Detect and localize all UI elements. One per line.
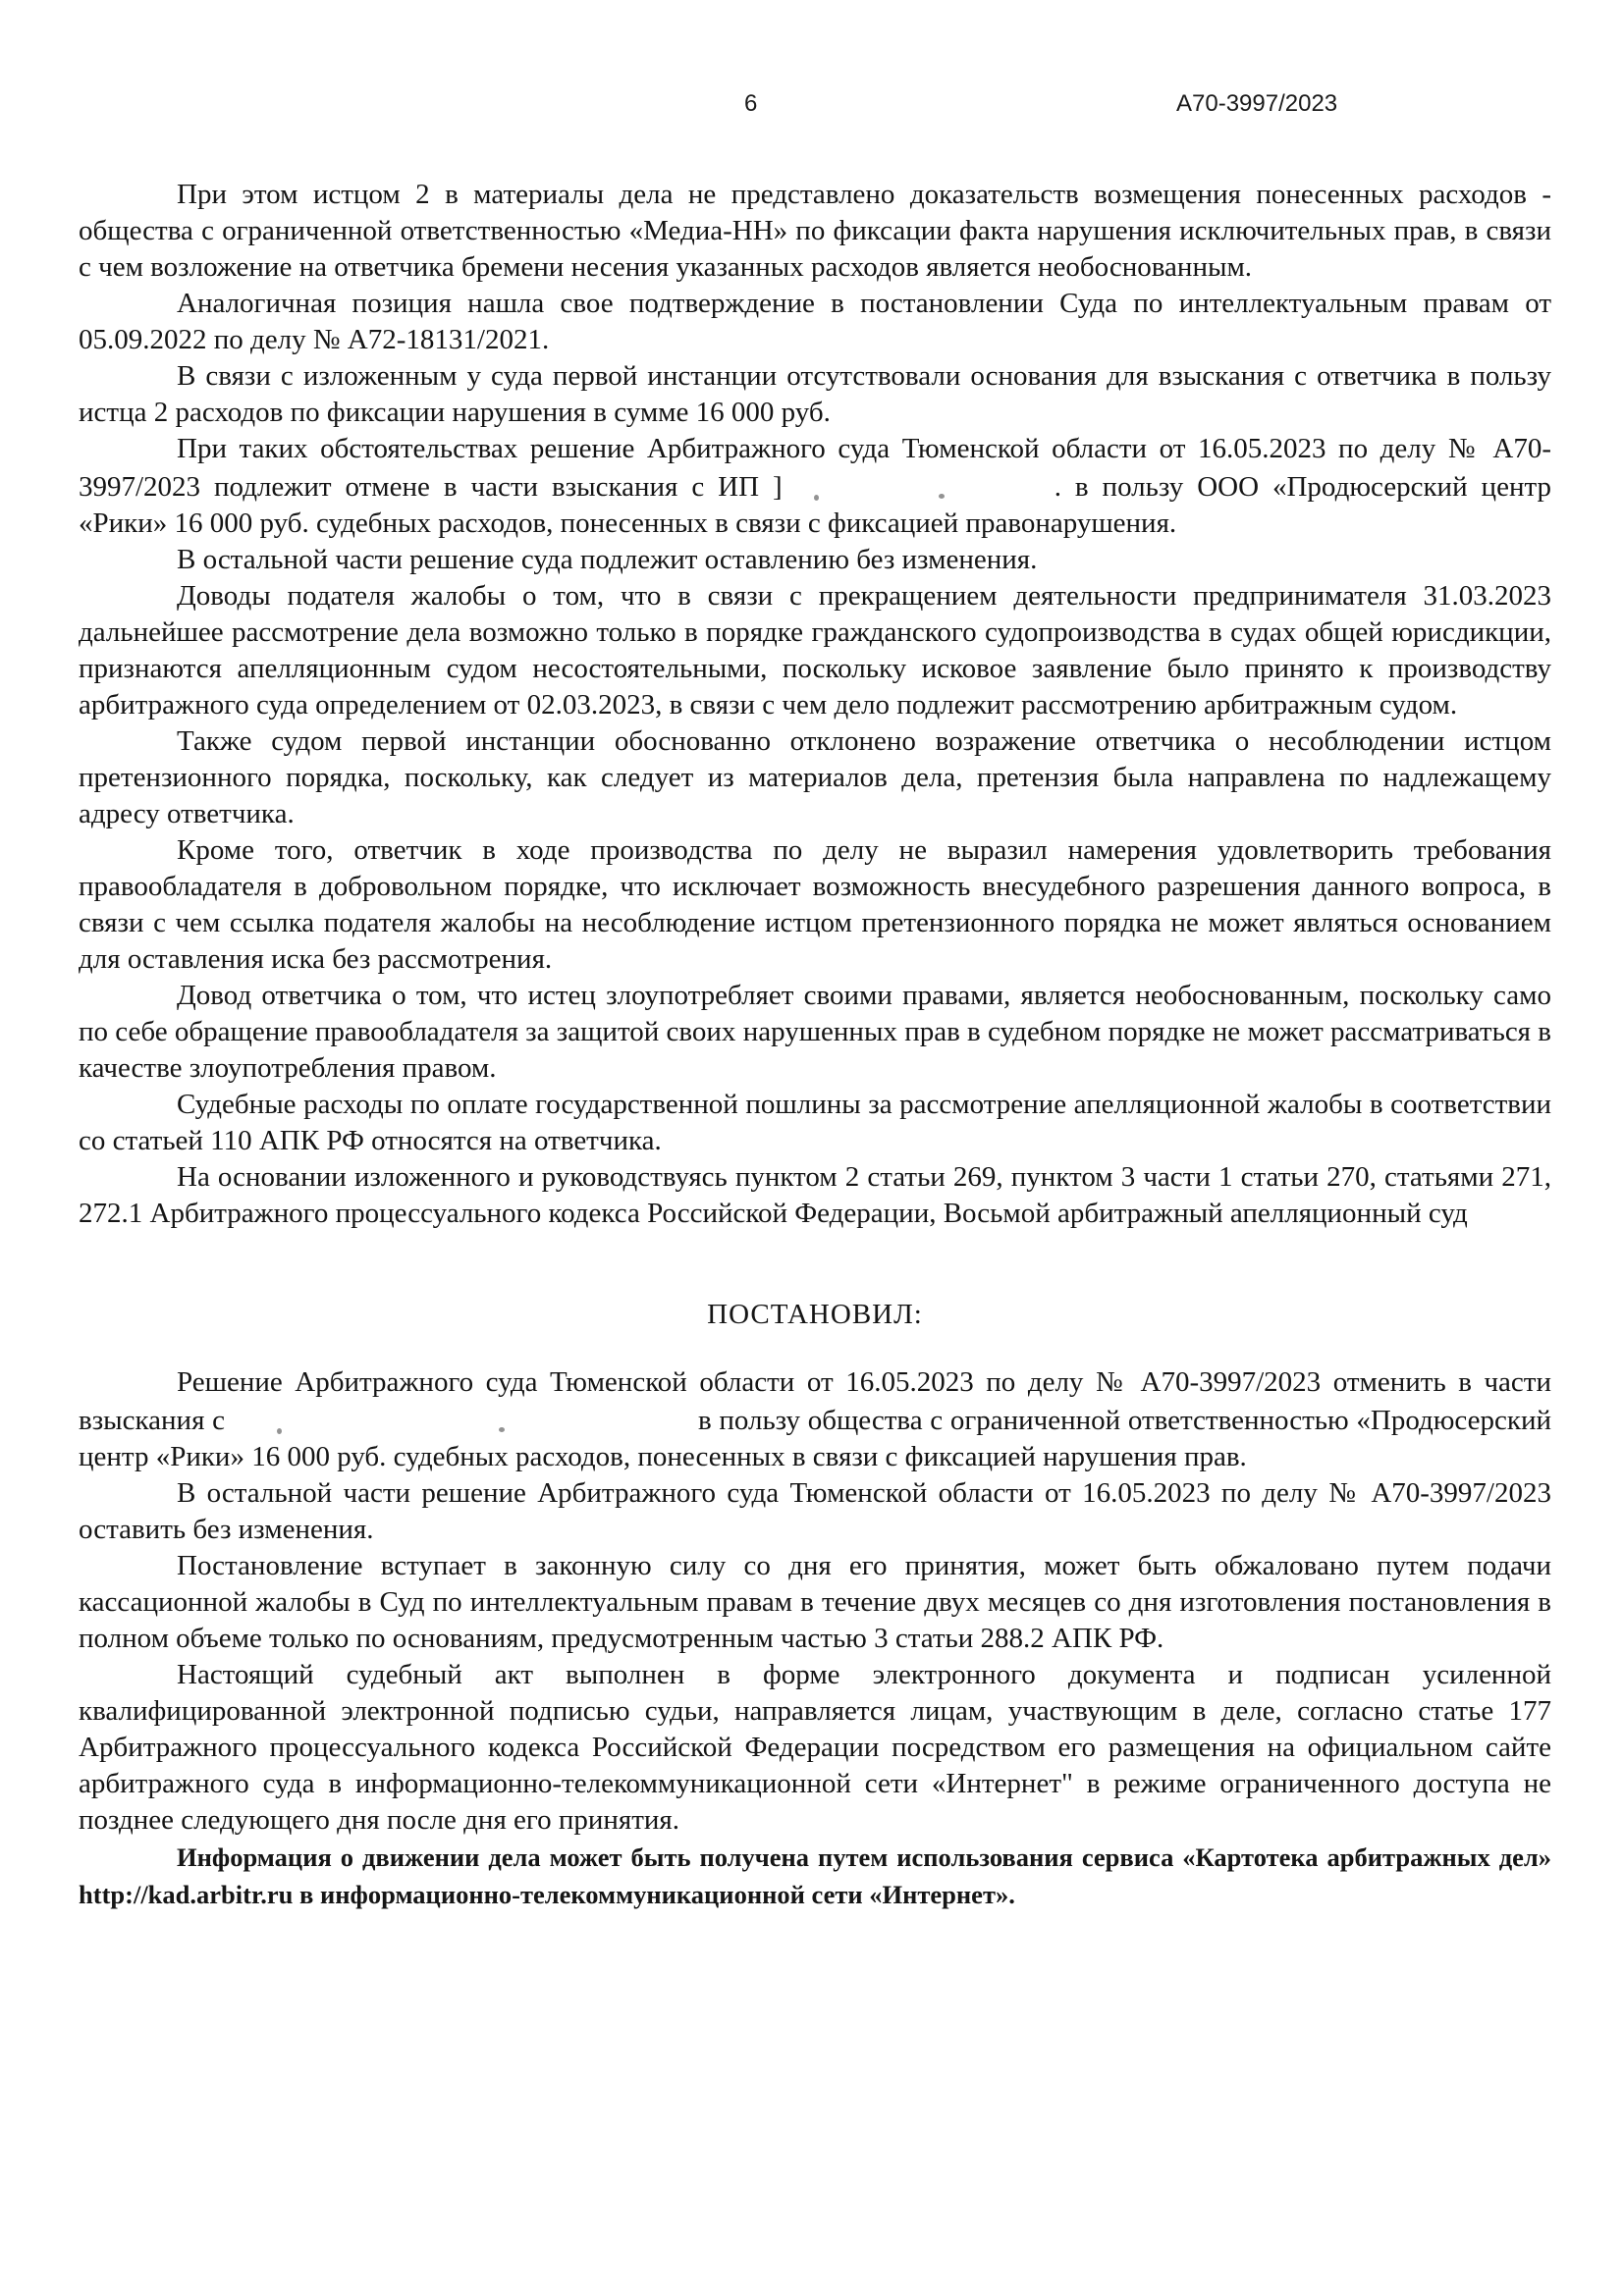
paragraph: Постановление вступает в законную силу со дня его принятия, может быть обжаловано путем подачи кассационной жалобы в Суд по интеллектуальным правам в течение двух месяцев со дня изготовления постановления в полном объеме только по основаниям, предусмотренным частью 3 статьи 288.2 АПК РФ. xyxy=(79,1550,1551,1654)
paragraph: Также судом первой инстанции обоснованно отклонено возражение ответчика о несоблюдении истцом претензионного порядка, поскольку, как следует из материалов дела, претензия была направлена по надлежащему адресу ответчика. xyxy=(79,725,1551,829)
paragraph: Кроме того, ответчик в ходе производства по делу не выразил намерения удовлетворить требования правообладателя в добровольном порядке, что исключает возможность внесудебного разрешения данного вопроса, в связи с чем ссылка подателя жалобы на несоблюдение истцом претензионного порядка не может являться основанием для оставления иска без рассмотрения. xyxy=(79,834,1551,975)
page-number: 6 xyxy=(744,90,758,117)
paragraph-text: Решение Арбитражного суда Тюменской области от 16.05.2023 по делу № А70-3997/2023 отменить в части взыскания с xyxy=(79,1366,1551,1436)
paragraph: Довод ответчика о том, что истец злоупотребляет своими правами, является необоснованным, поскольку само по себе обращение правообладателя за защитой своих нарушенных прав в судебном порядке не может рассматриваться в качестве злоупотребления правом. xyxy=(79,980,1551,1084)
paragraph: В связи с изложенным у суда первой инстанции отсутствовали основания для взыскания с ответчика в пользу истца 2 расходов по фиксации нарушения в сумме 16 000 руб. xyxy=(79,360,1551,428)
resolution-heading: ПОСТАНОВИЛ: xyxy=(707,1299,923,1330)
paragraph: Настоящий судебный акт выполнен в форме электронного документа и подписан усиленной квалифицированной электронной подписью судьи, направляется лицам, участвующим в деле, согласно статье 177 Арбитражного процессуального кодекса Российской Федерации посредством его размещения на официальном сайте арбитражного суда в информационно-телекоммуникационной сети «Интернет" в режиме ограниченного доступа не позднее следующего дня после дня его принятия. xyxy=(79,1659,1551,1836)
page-header xyxy=(79,90,1551,120)
paragraph-text: При таких обстоятельствах решение Арбитражного суда Тюменской области от 16.05.2023 по делу № А70-3997/2023 подлежит отмене в части взыскания с ИП ] xyxy=(79,433,1551,503)
paragraph: В остальной части решение суда подлежит оставлению без изменения. xyxy=(177,544,1038,575)
redacted-entrepreneur-name xyxy=(788,467,1049,496)
document-body xyxy=(79,177,1551,1913)
paragraph: Судебные расходы по оплате государственной пошлины за рассмотрение апелляционной жалобы в соответствии со статьей 110 АПК РФ относятся на ответчика. xyxy=(79,1089,1551,1156)
redacted-entrepreneur-name xyxy=(231,1401,692,1429)
paragraph-text: в пользу общества с ограниченной ответственностью «Продюсерский центр «Рики» 16 000 руб. судебных расходов, понесенных в связи с фиксацией нарушения прав. xyxy=(79,1405,1551,1472)
paragraph: Аналогичная позиция нашла свое подтверждение в постановлении Суда по интеллектуальным правам от 05.09.2022 по делу № А72-18131/2021. xyxy=(79,288,1551,355)
info-note: Информация о движении дела может быть получена путем использования сервиса «Картотека арбитражных дел» http://kad.arbitr.ru в информационно-телекоммуникационной сети «Интернет». xyxy=(79,1842,1551,1909)
paragraph: В остальной части решение Арбитражного суда Тюменской области от 16.05.2023 по делу № А70-3997/2023 оставить без изменения. xyxy=(79,1477,1551,1545)
paragraph: Доводы подателя жалобы о том, что в связи с прекращением деятельности предпринимателя 31.03.2023 дальнейшее рассмотрение дела возможно только в порядке гражданского судопроизводства в судах общей юрисдикции, признаются апелляционным судом несостоятельными, поскольку исковое заявление было принято к производству арбитражного суда определением от 02.03.2023, в связи с чем дело подлежит рассмотрению арбитражным судом. xyxy=(79,580,1551,721)
paragraph-text: . в пользу ООО «Продюсерский центр «Рики» 16 000 руб. судебных расходов, понесенных в связи с фиксацией правонарушения. xyxy=(79,471,1551,539)
case-number: А70-3997/2023 xyxy=(1176,90,1338,117)
paragraph xyxy=(79,1364,1551,1475)
paragraph: На основании изложенного и руководствуясь пунктом 2 статьи 269, пунктом 3 части 1 статьи 270, статьями 271, 272.1 Арбитражного процессуального кодекса Российской Федерации, Восьмой арбитражный апелляционный суд xyxy=(79,1161,1551,1229)
paragraph xyxy=(79,431,1551,542)
paragraph: При этом истцом 2 в материалы дела не представлено доказательств возмещения понесенных расходов - общества с ограниченной ответственностью «Медиа-НН» по фиксации факта нарушения исключительных прав, в связи с чем возложение на ответчика бремени несения указанных расходов является необоснованным. xyxy=(79,179,1551,283)
